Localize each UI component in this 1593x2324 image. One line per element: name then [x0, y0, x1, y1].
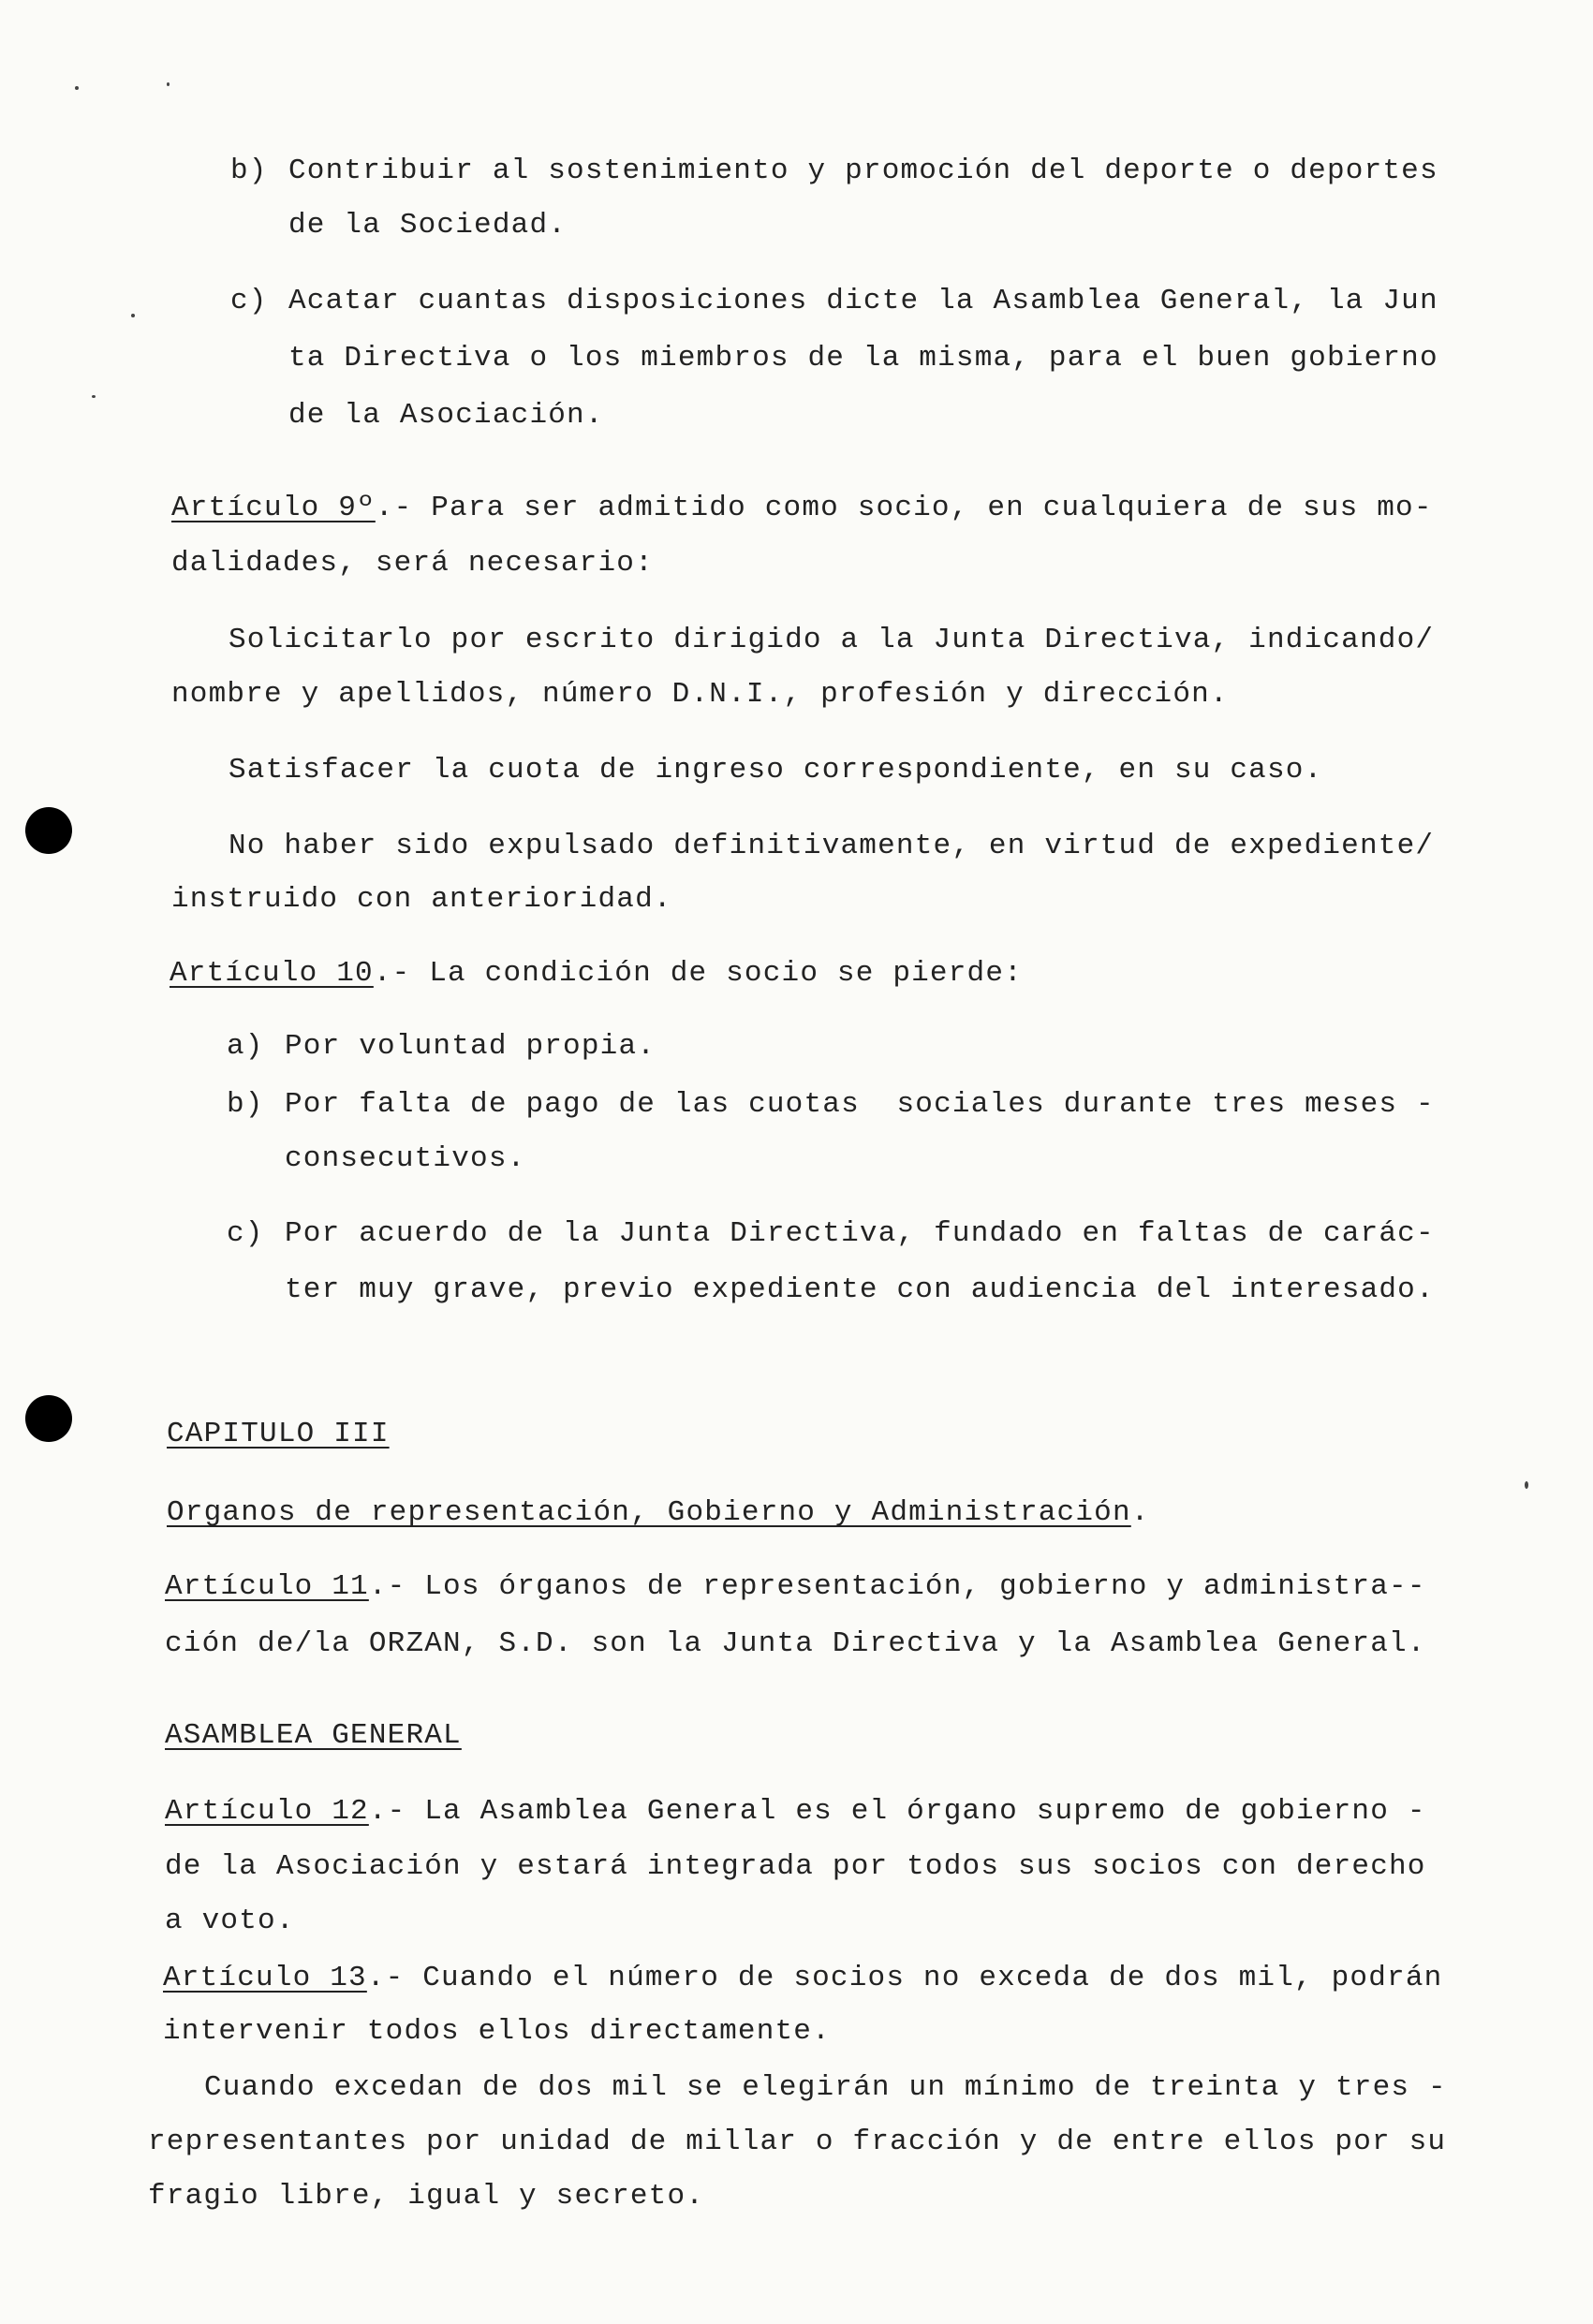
article-10-c-line-2: ter muy grave, previo expediente con audiencia del interesado.	[285, 1273, 1435, 1306]
chapter-subtitle: Organos de representación, Gobierno y Administración	[167, 1496, 1131, 1529]
article-13-line-2: intervenir todos ellos directamente.	[163, 2015, 831, 2048]
article-10-c-line-1: Por acuerdo de la Junta Directiva, fundado en faltas de carác-	[285, 1217, 1435, 1250]
article-12-label: Artículo 12	[165, 1795, 369, 1828]
article-10-label: Artículo 10	[170, 957, 374, 990]
speck	[167, 82, 170, 86]
article-12-line-1: .- La Asamblea General es el órgano supremo de gobierno -	[368, 1795, 1426, 1828]
punch-hole-bottom	[25, 1395, 72, 1442]
speck	[131, 314, 135, 317]
article-9-line-2: dalidades, será necesario:	[171, 547, 654, 580]
item-b-line-1: Contribuir al sostenimiento y promoción del deporte o deportes	[288, 154, 1438, 187]
article-9-heading	[171, 490, 1433, 527]
article-10-c-letter: c)	[227, 1217, 264, 1250]
article-9-paragraph-3-line-2: instruido con anterioridad.	[171, 883, 672, 916]
article-9-label: Artículo 9º	[171, 492, 376, 524]
speck	[75, 86, 79, 90]
article-9-paragraph-3-line-1: No haber sido expulsado definitivamente, en virtud de expediente/	[229, 830, 1435, 862]
article-12-line-2: de la Asociación y estará integrada por todos sus socios con derecho	[165, 1850, 1426, 1883]
article-9-paragraph-1-line-1: Solicitarlo por escrito dirigido a la Junta Directiva, indicando/	[229, 624, 1435, 656]
article-13-label: Artículo 13	[163, 1962, 367, 1994]
article-10-b-letter: b)	[227, 1088, 264, 1121]
article-13-line-1: .- Cuando el número de socios no exceda de dos mil, podrán	[366, 1962, 1443, 1994]
chapter-title: CAPITULO III	[167, 1418, 390, 1450]
article-12-heading	[165, 1793, 1426, 1831]
article-11-label: Artículo 11	[165, 1570, 369, 1603]
article-10-b-line-1: Por falta de pago de las cuotas sociales durante tres meses -	[285, 1088, 1435, 1121]
chapter-subtitle-line	[167, 1494, 1150, 1532]
article-9-paragraph-1-line-2: nombre y apellidos, número D.N.I., profesión y dirección.	[171, 678, 1229, 711]
article-13-heading	[163, 1960, 1442, 1997]
chapter-subtitle-period: .	[1130, 1496, 1150, 1529]
article-13-paragraph-line-3: fragio libre, igual y secreto.	[148, 2180, 705, 2213]
article-10-line-1: .- La condición de socio se pierde:	[373, 957, 1023, 990]
article-9-line-1: .- Para ser admitido como socio, en cualquiera de sus mo-	[375, 492, 1433, 524]
article-11-heading	[165, 1568, 1426, 1606]
item-c-line-3: de la Asociación.	[288, 399, 604, 432]
article-13-paragraph-line-2: representantes por unidad de millar o fracción y de entre ellos por su	[148, 2125, 1447, 2158]
section-title: ASAMBLEA GENERAL	[165, 1719, 462, 1752]
article-12-line-3: a voto.	[165, 1905, 295, 1937]
article-13-paragraph-line-1: Cuando excedan de dos mil se elegirán un mínimo de treinta y tres -	[204, 2071, 1447, 2104]
item-b-line-2: de la Sociedad.	[288, 209, 568, 242]
item-c-line-1: Acatar cuantas disposiciones dicte la Asamblea General, la Jun	[288, 285, 1438, 317]
article-10-heading	[170, 955, 1023, 993]
article-10-a-text: Por voluntad propia.	[285, 1030, 656, 1063]
speck	[1525, 1481, 1528, 1489]
speck	[92, 395, 96, 398]
item-c-letter: c)	[230, 285, 268, 317]
article-9-paragraph-2: Satisfacer la cuota de ingreso correspondiente, en su caso.	[229, 754, 1323, 787]
article-11-line-1: .- Los órganos de representación, gobierno y administra--	[368, 1570, 1426, 1603]
punch-hole-top	[25, 807, 72, 854]
item-c-line-2: ta Directiva o los miembros de la misma, para el buen gobierno	[288, 342, 1438, 375]
item-b-letter: b)	[230, 154, 268, 187]
article-11-line-2: ción de/la ORZAN, S.D. son la Junta Directiva y la Asamblea General.	[165, 1627, 1426, 1660]
article-10-a-letter: a)	[227, 1030, 264, 1063]
article-10-b-line-2: consecutivos.	[285, 1142, 526, 1175]
